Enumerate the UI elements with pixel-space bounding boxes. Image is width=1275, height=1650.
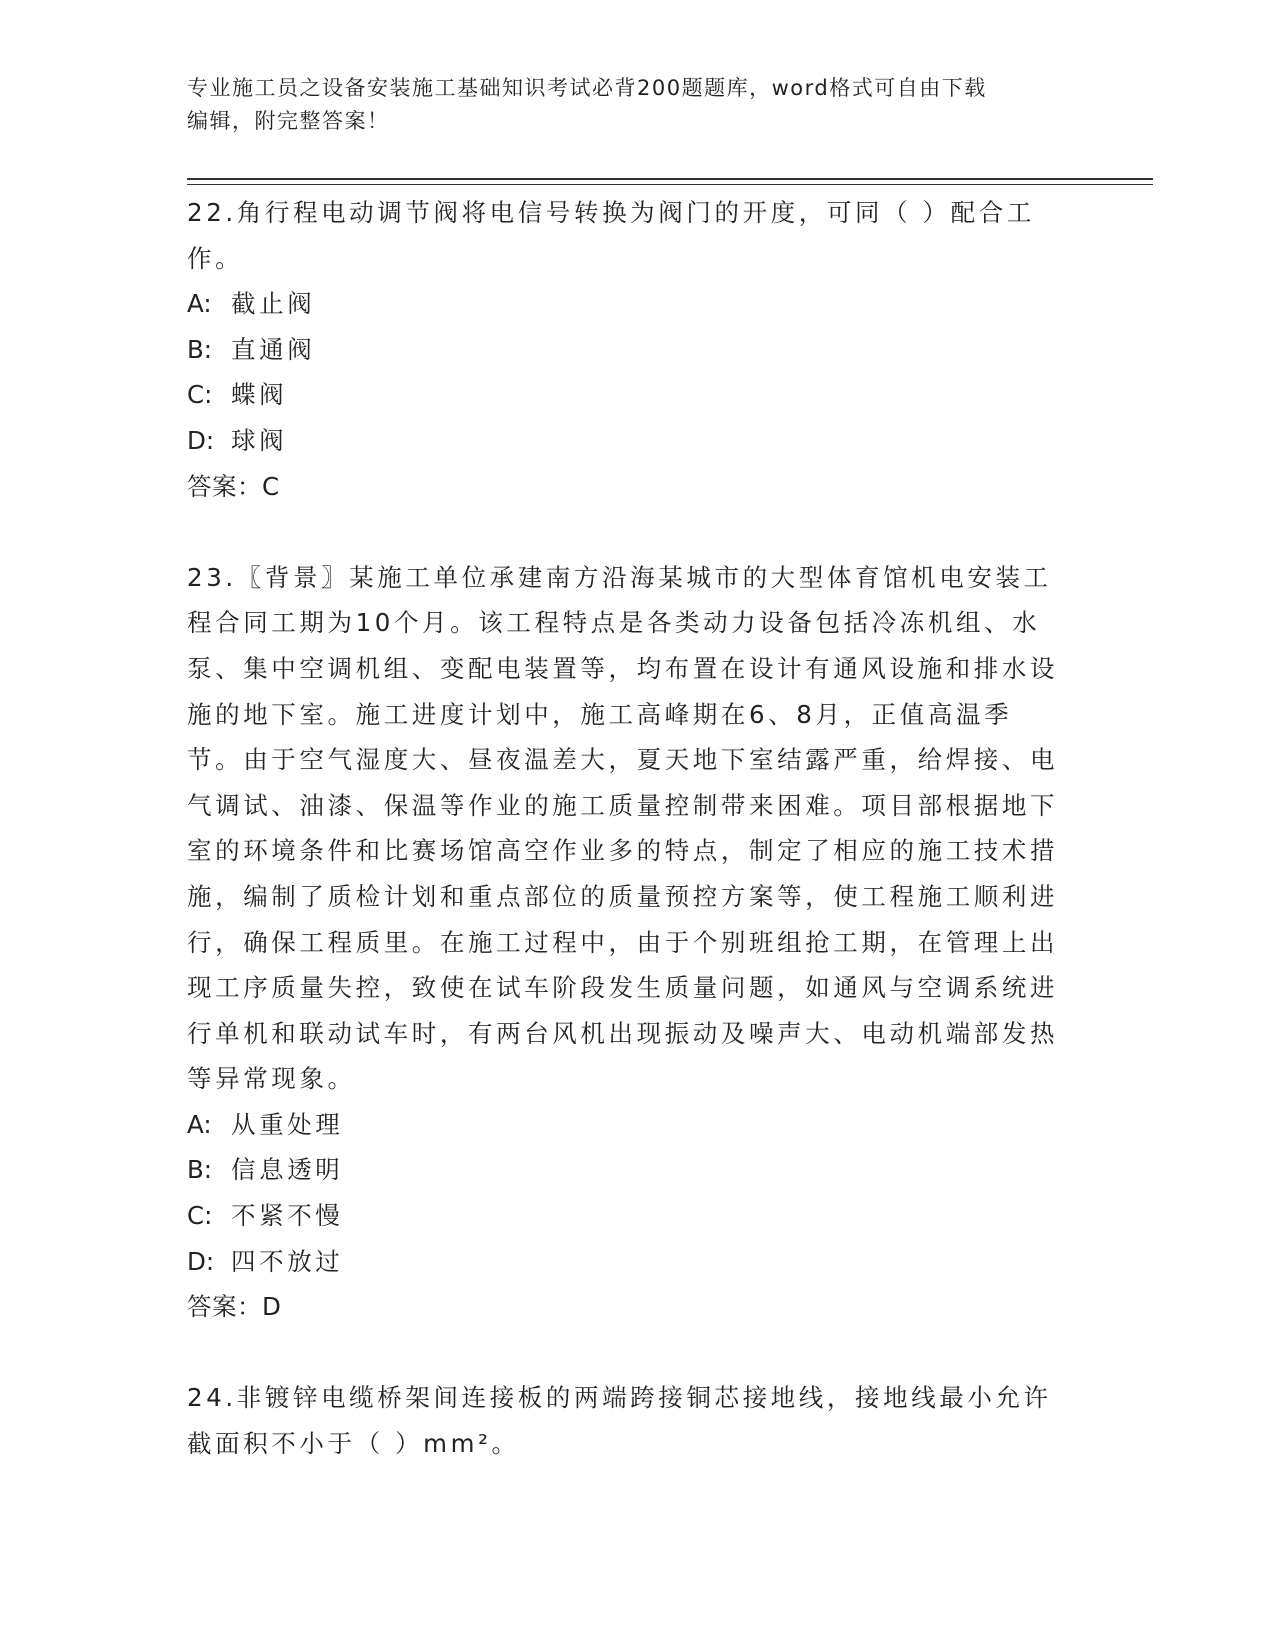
question-text bbox=[187, 1375, 1067, 1466]
question-number: 22. bbox=[187, 198, 237, 227]
option-text: 直通阀 bbox=[231, 334, 316, 364]
header-rule-thin bbox=[187, 184, 1153, 185]
option-letter: A: bbox=[187, 289, 212, 319]
option-letter: B: bbox=[187, 1155, 213, 1185]
question-number: 24. bbox=[187, 1383, 237, 1413]
option-c bbox=[187, 372, 1067, 418]
header-line-1: 专业施工员之设备安装施工基础知识考试必背200题题库，word格式可自由下载 bbox=[187, 76, 987, 100]
question-text bbox=[187, 555, 1067, 1102]
option-text: 蝶阀 bbox=[231, 380, 288, 410]
spacer bbox=[187, 1330, 1067, 1376]
option-letter: C: bbox=[187, 1201, 213, 1231]
option-letter: C: bbox=[187, 380, 213, 410]
option-text: 从重处理 bbox=[231, 1109, 344, 1139]
option-text: 信息透明 bbox=[231, 1155, 344, 1185]
option-d bbox=[187, 418, 1067, 464]
spacer bbox=[187, 509, 1067, 555]
header-line-2: 编辑，附完整答案！ bbox=[187, 109, 390, 133]
option-text: 不紧不慢 bbox=[231, 1201, 344, 1231]
option-letter: D: bbox=[187, 425, 215, 455]
question-stem: 非镀锌电缆桥架间连接板的两端跨接铜芯接地线，接地线最小允许截面积不小于（ ）mm²。 bbox=[187, 1383, 1052, 1459]
document-header bbox=[187, 72, 1067, 138]
option-d bbox=[187, 1239, 1067, 1285]
question-number: 23. bbox=[187, 562, 237, 592]
option-c bbox=[187, 1193, 1067, 1239]
question-24 bbox=[187, 1375, 1067, 1466]
question-22 bbox=[187, 190, 1067, 509]
option-b bbox=[187, 1147, 1067, 1193]
answer-line: 答案：C bbox=[187, 471, 280, 501]
option-letter: D: bbox=[187, 1246, 215, 1276]
option-text: 球阀 bbox=[231, 425, 288, 455]
option-letter: A: bbox=[187, 1109, 212, 1139]
question-list bbox=[187, 190, 1067, 1467]
answer-line: 答案：D bbox=[187, 1292, 282, 1322]
option-a bbox=[187, 1102, 1067, 1148]
question-text bbox=[187, 190, 1067, 281]
question-stem: 〖背景〗某施工单位承建南方沿海某城市的大型体育馆机电安装工程合同工期为10个月。该工程特点是各类动力设备包括冷冻机组、水泵、集中空调机组、变配电装置等，均布置在设计有通风设施和排水设施的地下室。施工进度计划中，施工高峰期在6、8月，正值高温季节。由于空气湿度大、昼夜温差大，夏天地下室结露严重，给焊接、电气调试、油漆、保温等作业的施工质量控制带来困难。项目部根据地下室的环境条件和比赛场馆高空作业多的特点，制定了相应的施工技术措施，编制了质检计划和重点部位的质量预控方案等，使工程施工顺利进行，确保工程质里。在施工过程中，由于个别班组抢工期，在管理上出现工序质量失控，致使在试车阶段发生质量问题，如通风与空调系统进行单机和联动试车时，有两台风机出现振动及噪声大、电动机端部发热等异常现象。 bbox=[187, 562, 1059, 1094]
option-a bbox=[187, 281, 1067, 327]
question-stem: 角行程电动调节阀将电信号转换为阀门的开度，可同（ ）配合工作。 bbox=[187, 198, 1035, 273]
header-rule-thick bbox=[187, 178, 1153, 180]
option-text: 四不放过 bbox=[231, 1246, 344, 1276]
option-letter: B: bbox=[187, 334, 213, 364]
option-b bbox=[187, 327, 1067, 373]
option-text: 截止阀 bbox=[231, 289, 316, 319]
question-23 bbox=[187, 555, 1067, 1330]
